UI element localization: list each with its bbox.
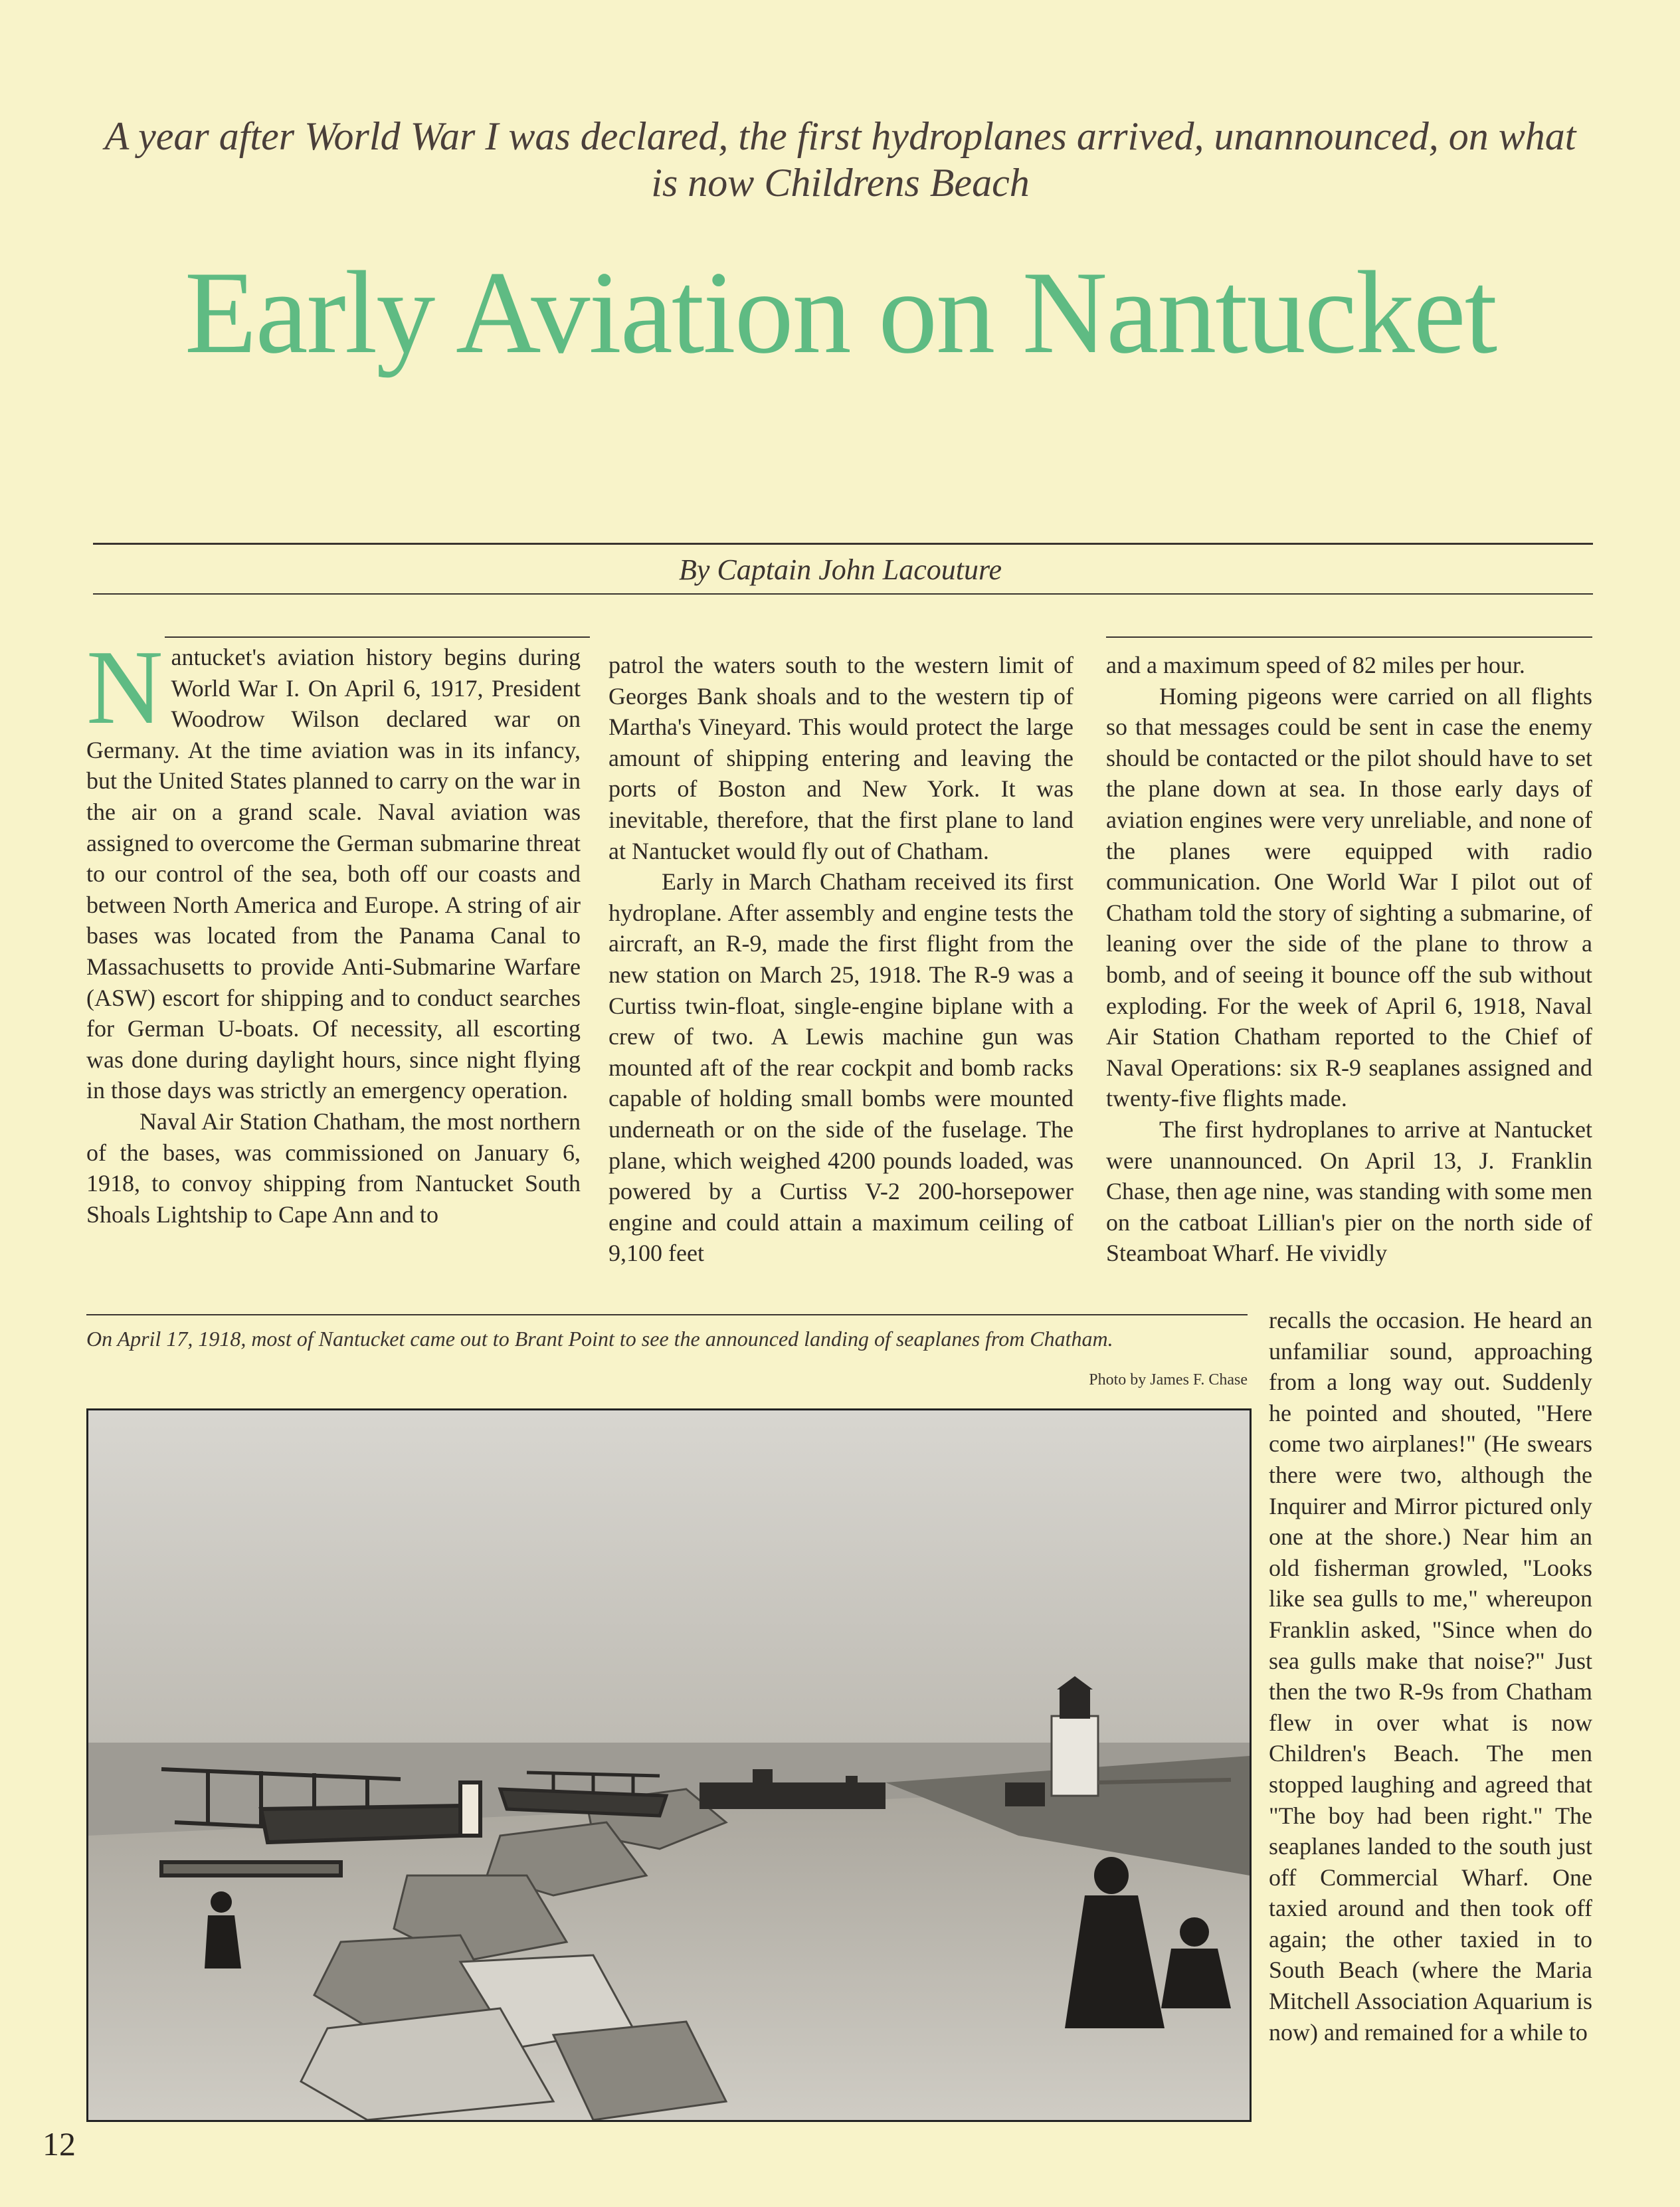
- paragraph: Early in March Chatham received its first hydroplane. After assembly and engine tests the aircraft, an R-9, made the first flight from the new station on March 25, 1918. The R-9 was a Curtiss twin-float, single-engine biplane with a crew of two. A Lewis machine gun was mounted aft of the rear cockpit and bomb racks capable of holding small bombs were mounted underneath or on the side of the fuselage. The plane, which weighed 4200 pounds loaded, was powered by a Curtiss V-2 200-horsepower engine and could attain a maximum ceiling of 9,100 feet: [608, 868, 1073, 1267]
- article-column-2: [608, 650, 1073, 1269]
- photo-top-rule: [86, 1314, 1248, 1315]
- top-rule: [93, 543, 1593, 545]
- paragraph: patrol the waters south to the western limit of Georges Bank shoals and to the western tip of Martha's Vineyard. This would protect the large amount of shipping entering and leaving the ports of Boston and New York. It was inevitable, therefore, that the first plane to land at Nantucket would fly out of Chatham.: [608, 652, 1073, 864]
- paragraph: recalls the occasion. He heard an unfamiliar sound, approaching from a long way out. Suddenly he pointed and shouted, "Here come two airplanes!" (He swears there were two, although the Inquirer and Mirror pictured only one at the shore.) Near him an old fisherman growled, "Looks like sea gulls to me," whereupon Franklin asked, "Since when do sea gulls make that noise?" Just then the two R-9s from Chatham flew in over what is now Children's Beach. The men stopped laughing and agreed that "The boy had been right." The seaplanes landed to the south just off Commercial Wharf. One taxied around and then took off again; the other taxied in to South Beach (where the Maria Mitchell Association Aquarium is now) and remained for a while to: [1269, 1307, 1592, 2046]
- paragraph: Homing pigeons were carried on all flights so that messages could be sent in case the enemy should be contacted or the pilot should have to set the plane down at sea. In those early days of aviation engines were very unreliable, and none of the planes were equipped with radio communication. One World War I pilot out of Chatham told the story of sighting a submarine, of leaning over the side of the plane to throw a bomb, and of seeing it bounce off the sub without exploding. For the week of April 6, 1918, Naval Air Station Chatham reported to the Chief of Naval Operations: six R-9 seaplanes assigned and twenty-five flights made.: [1106, 682, 1592, 1112]
- paragraph: antucket's aviation history begins during World War I. On April 6, 1917, President Woodrow Wilson declared war on Germany. At the time aviation was in its infancy, but the United States planned to carry on the war in the air on a grand scale. Naval aviation was assigned to overcome the German submarine threat to our control of the sea, both off our coasts and between North America and Europe. A string of air bases was located from the Panama Canal to Massachusetts to provide Anti-Submarine Warfare (ASW) escort for shipping and to conduct searches for German U-boats. Of necessity, all escorting was done during daylight hours, since night flying in those days was strictly an emergency operation.: [86, 644, 581, 1104]
- paragraph: The first hydroplanes to arrive at Nantucket were unannounced. On April 13, J. Franklin Chase, then age nine, was standing with some men on the catboat Lillian's pier on the north side of Steamboat Wharf. He vividly: [1106, 1115, 1592, 1267]
- article-column-3: [1106, 650, 1592, 1269]
- photo-caption: On April 17, 1918, most of Nantucket came out to Brant Point to see the announced landing of seaplanes from Chatham.: [86, 1327, 1113, 1351]
- page-title: Early Aviation on Nantucket: [184, 246, 1497, 378]
- drop-cap: N: [86, 628, 163, 746]
- photo-brant-point-seaplanes: [86, 1408, 1252, 2122]
- byline-rule: [93, 593, 1593, 595]
- column-rule-right: [1106, 636, 1592, 638]
- byline: By Captain John Lacouture: [679, 553, 1002, 586]
- photo-credit: Photo by James F. Chase: [1089, 1371, 1248, 1389]
- paragraph: and a maximum speed of 82 miles per hour.: [1106, 652, 1525, 678]
- article-column-1: [86, 628, 581, 1230]
- page-number: 12: [43, 2125, 76, 2162]
- paragraph: Naval Air Station Chatham, the most northern of the bases, was commissioned on January 6, 1918, to convoy shipping from Nantucket South Shoals Lightship to Cape Ann and to: [86, 1107, 581, 1228]
- deck-subtitle: A year after World War I was declared, the first hydroplanes arrived, unannounced, on what is now Childrens Beach: [104, 114, 1576, 205]
- column-rule-left: [165, 636, 590, 638]
- article-column-3-narrow: [1269, 1305, 1592, 2048]
- photo-illustration: [88, 1410, 1250, 2120]
